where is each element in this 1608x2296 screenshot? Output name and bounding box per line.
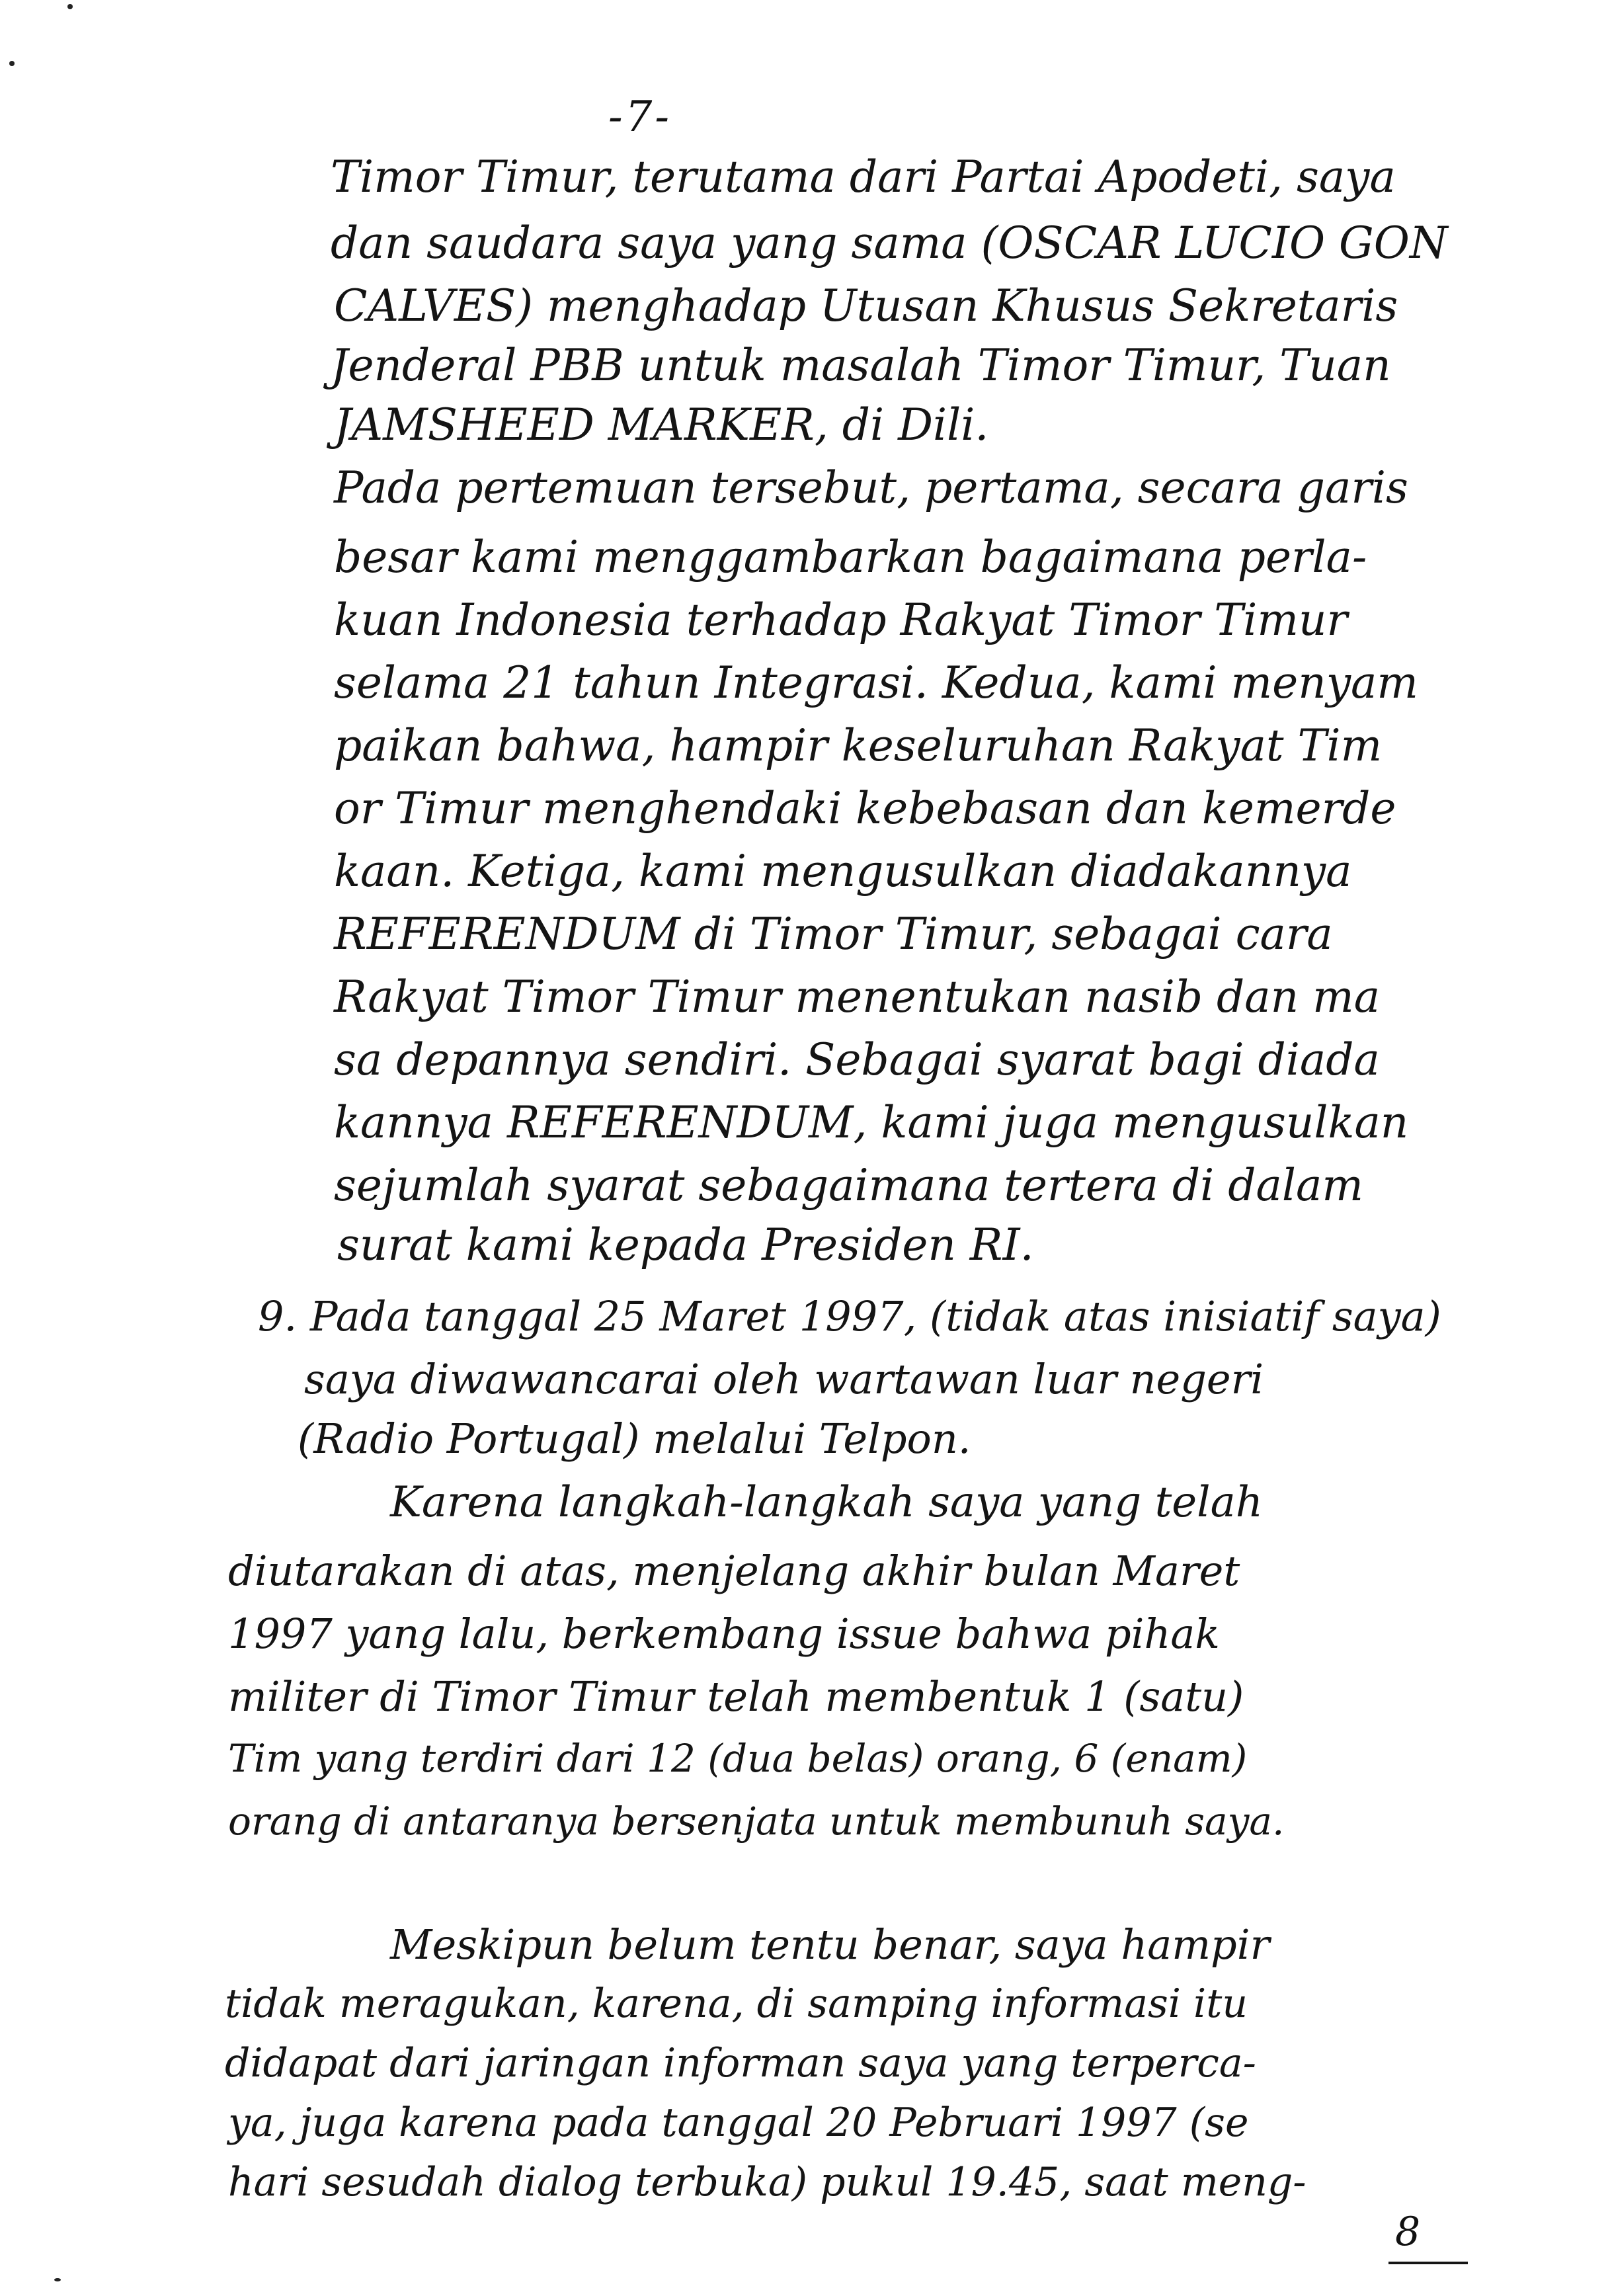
text-line: orang di antaranya bersenjata untuk membunuh saya. [228,1799,1285,1844]
numbered-item: 9. Pada tanggal 25 Maret 1997, (tidak atas inisiatif saya) [258,1292,1441,1340]
text-line: REFERENDUM di Timor Timur, sebagai cara [334,909,1333,960]
text-line: saya diwawancarai oleh wartawan luar negeri [304,1355,1264,1403]
text-line: ya, juga karena pada tanggal 20 Pebruari 1997 (se [228,2100,1249,2146]
next-page-marker: 8 [1395,2209,1421,2255]
text-line: Meskipun belum tentu benar, saya hampir [390,1920,1270,1969]
text-line: or Timur menghendaki kebebasan dan kemerde [334,783,1396,834]
text-line: besar kami menggambarkan bagaimana perla- [334,532,1367,583]
text-line: diutarakan di atas, menjelang akhir bulan Maret [228,1547,1240,1595]
text-line: JAMSHEED MARKER, di Dili. [334,399,989,450]
text-line: Karena langkah-langkah saya yang telah [390,1478,1263,1527]
text-line: 1997 yang lalu, berkembang issue bahwa pihak [228,1610,1220,1658]
scan-speck [67,4,73,9]
text-line: Timor Timur, terutama dari Partai Apodeti, saya [331,151,1396,202]
text-line: paikan bahwa, hampir keseluruhan Rakyat Tim [334,720,1383,771]
text-line: militer di Timor Timur telah membentuk 1 (satu) [228,1672,1244,1721]
scan-speck [9,61,15,66]
text-line: Jenderal PBB untuk masalah Timor Timur, Tuan [331,340,1391,391]
text-line: (Radio Portugal) melalui Telpon. [298,1414,971,1463]
text-line: dan saudara saya yang sama (OSCAR LUCIO GON [331,218,1448,268]
text-line: hari sesudah dialog terbuka) pukul 19.45, saat meng- [228,2159,1306,2205]
text-line: kaan. Ketiga, kami mengusulkan diadakannya [334,846,1352,897]
next-page-underline [1388,2262,1468,2264]
scan-speck [54,2278,61,2281]
text-line: kannya REFERENDUM, kami juga mengusulkan [334,1097,1409,1148]
text-line: kuan Indonesia terhadap Rakyat Timor Timur [334,594,1348,645]
text-line: sejumlah syarat sebagaimana tertera di dalam [334,1160,1363,1211]
text-line: selama 21 tahun Integrasi. Kedua, kami menyam [334,657,1418,708]
text-line: Rakyat Timor Timur menentukan nasib dan ma [334,971,1381,1022]
text-line: tidak meragukan, karena, di samping informasi itu [225,1981,1248,2027]
text-line: Tim yang terdiri dari 12 (dua belas) orang, 6 (enam) [228,1736,1248,1781]
text-line: CALVES) menghadap Utusan Khusus Sekretaris [334,280,1398,331]
text-line: sa depannya sendiri. Sebagai syarat bagi diada [334,1034,1380,1085]
page-number: -7- [608,93,672,142]
text-line: Pada pertemuan tersebut, pertama, secara garis [334,462,1408,513]
text-line: didapat dari jaringan informan saya yang terperca- [225,2040,1256,2086]
text-line: surat kami kepada Presiden RI. [337,1219,1034,1270]
